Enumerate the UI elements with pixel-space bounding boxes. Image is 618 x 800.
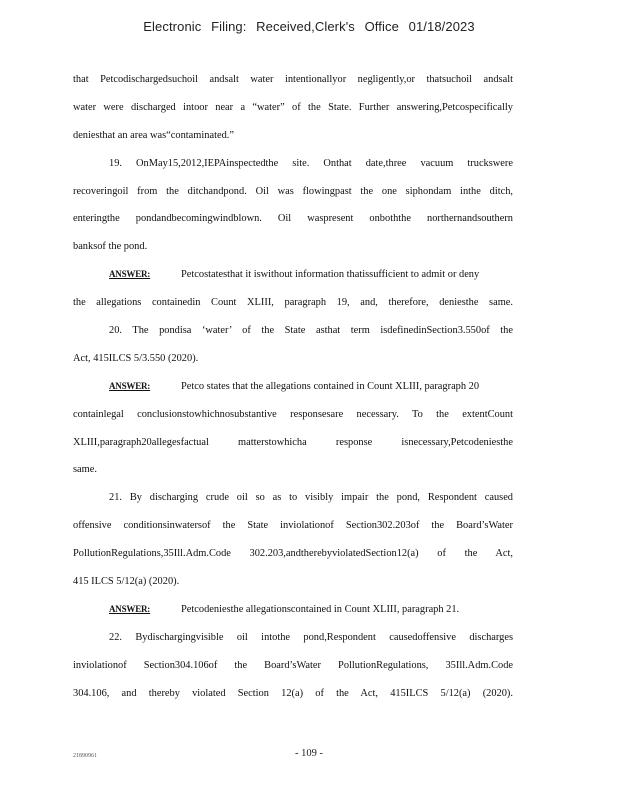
text-line: banksof the pond. (73, 241, 148, 253)
text-line: 304.106, and thereby violated Section 12(a) of the Act, 415ILCS 5/12(a) (2020). (73, 687, 513, 699)
answer-line (73, 596, 513, 624)
text-line: same. (73, 464, 97, 476)
answer-line (73, 373, 513, 401)
paragraph-start-line: 19. OnMay15,2012,IEPAinspectedthe site. Onthat date,three vacuum truckswere (109, 157, 513, 169)
text-line: 415 ILCS 5/12(a) (2020). (73, 576, 180, 588)
text-line: water were discharged intoor near a “water” of the State. Further answering,Petcospecifically (73, 101, 513, 113)
answer-text: Petco states that the allegations contained in Count XLIII, paragraph 20 (181, 380, 480, 392)
answer-text: Petcostatesthat it iswithout information thatissufficient to admit or deny (181, 269, 480, 281)
page-number: - 109 - (295, 748, 323, 759)
answer-text: Petcodeniesthe allegationscontained in Count XLIII, paragraph 21. (181, 603, 460, 615)
answer-line (73, 261, 513, 289)
document-body (73, 66, 513, 707)
text-line: PollutionRegulations,35Ill.Adm.Code 302.203,andtherebyviolatedSection12(a) of the Act, (73, 548, 513, 560)
document-id: 21890961 (73, 753, 97, 759)
answer-label: ANSWER: (109, 269, 151, 280)
text-line: containlegal conclusionstowhichnosubstantive responsesare necessary. To the extentCount (73, 408, 513, 420)
text-line: XLIII,paragraph20allegesfactual matterstowhicha response isnecessary,Petcodeniesthe (73, 436, 513, 448)
answer-label: ANSWER: (109, 603, 151, 614)
text-line: the allegations containedin Count XLIII, paragraph 19, and, therefore, deniesthe same. (73, 297, 513, 309)
text-line: Act, 415ILCS 5/3.550 (2020). (73, 352, 199, 364)
paragraph-start-line: 21. By discharging crude oil so as to visibly impair the pond, Respondent caused (109, 492, 513, 504)
text-line: inviolationof Section304.106of the Board’sWater PollutionRegulations, 35Ill.Adm.Code (73, 659, 513, 671)
paragraph-start-line: 22. Bydischargingvisible oil intothe pond,Respondent causedoffensive discharges (109, 631, 513, 643)
text-line: recoveringoil from the ditchandpond. Oil was flowingpast the one siphondam inthe ditch, (73, 185, 513, 197)
text-line: offensive conditionsinwatersof the State inviolationof Section302.203of the Board’sWater (73, 520, 513, 532)
filing-stamp-header: Electronic Filing: Received,Clerk's Office 01/18/2023 (143, 19, 475, 34)
paragraph-start-line: 20. The pondisa ‘water’ of the State asthat term isdefinedinSection3.550of the (109, 325, 513, 337)
text-line: enteringthe pondandbecomingwindblown. Oil waspresent onboththe northernandsouthern (73, 213, 513, 225)
text-line: that Petcodischargedsuchoil andsalt water intentionallyor negligently,or thatsuchoil andsalt (73, 74, 513, 85)
text-line: deniesthat an area was“contaminated.” (73, 129, 234, 141)
answer-label: ANSWER: (109, 380, 151, 391)
